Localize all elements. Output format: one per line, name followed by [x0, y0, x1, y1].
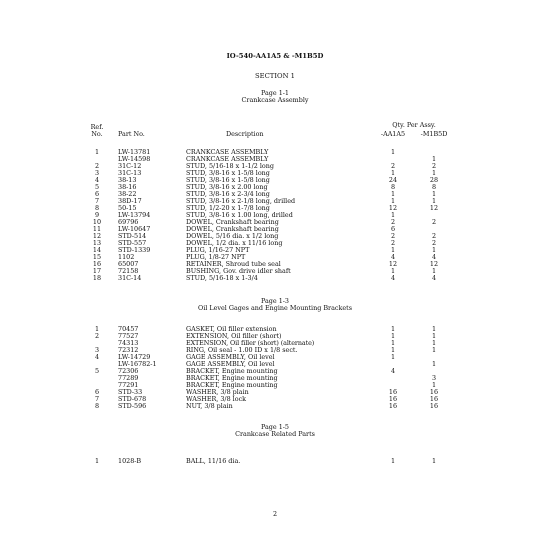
row-ref: 6: [94, 388, 100, 396]
row-qty-aa1a5: 4: [390, 367, 396, 375]
subsection-title: Oil Level Gages and Engine Mounting Brackets: [198, 304, 352, 312]
row-desc: STUD, 3/8-16 x 1-5/8 long: [186, 169, 270, 177]
row-part: 77289: [118, 374, 139, 382]
row-ref: 8: [94, 402, 100, 410]
row-part: STD-678: [118, 395, 147, 403]
row-qty-aa1a5: 1: [390, 246, 396, 254]
row-desc: BRACKET, Engine mounting: [186, 381, 278, 389]
row-qty-aa1a5: 4: [390, 274, 396, 282]
row-qty-m1b5d: 1: [431, 332, 437, 340]
row-part: 1102: [118, 253, 135, 261]
row-ref: 5: [94, 183, 100, 191]
row-qty-aa1a5: 1: [390, 346, 396, 354]
row-qty-aa1a5: 2: [390, 218, 396, 226]
row-desc: BRACKET, Engine mounting: [186, 367, 278, 375]
row-part: 50-15: [118, 204, 137, 212]
row-qty-aa1a5: 1: [390, 332, 396, 340]
row-qty-m1b5d: 1: [431, 457, 437, 465]
row-qty-aa1a5: 1: [390, 457, 396, 465]
row-part: LW-16782-1: [118, 360, 157, 368]
column-header-qty: Qty. Per Assy.: [392, 121, 436, 129]
row-qty-aa1a5: 1: [390, 211, 396, 219]
row-desc: CRANKCASE ASSEMBLY: [186, 155, 269, 163]
row-qty-aa1a5: 16: [388, 402, 398, 410]
row-qty-m1b5d: 1: [431, 381, 437, 389]
column-header-part: Part No.: [118, 130, 145, 138]
column-header-description: Description: [226, 130, 264, 138]
row-desc: STUD, 3/8-16 x 2-3/4 long: [186, 190, 270, 198]
row-qty-aa1a5: 1: [390, 169, 396, 177]
row-part: 31C-12: [118, 162, 142, 170]
subsection-page-ref: Page 1-1: [260, 89, 290, 97]
row-qty-m1b5d: 16: [429, 388, 439, 396]
row-qty-aa1a5: 12: [388, 260, 398, 268]
row-desc: STUD, 3/8-16 x 2-1/8 long, drilled: [186, 197, 296, 205]
row-ref: 2: [94, 332, 100, 340]
row-qty-aa1a5: 16: [388, 388, 398, 396]
row-qty-aa1a5: 12: [388, 204, 398, 212]
row-part: 31C-13: [118, 169, 142, 177]
row-ref: 7: [94, 395, 100, 403]
row-desc: PLUG, 1/16-27 NPT: [186, 246, 250, 254]
row-qty-m1b5d: 12: [429, 260, 439, 268]
row-ref: 2: [94, 162, 100, 170]
row-qty-m1b5d: 2: [431, 239, 437, 247]
row-ref: 3: [94, 346, 100, 354]
row-ref: 6: [94, 190, 100, 198]
row-qty-aa1a5: 24: [388, 176, 398, 184]
row-part: STD-33: [118, 388, 143, 396]
row-qty-m1b5d: 1: [431, 246, 437, 254]
row-qty-m1b5d: 1: [431, 346, 437, 354]
row-ref: 13: [92, 239, 102, 247]
subsection-page-ref: Page 1-5: [260, 423, 290, 431]
row-desc: GASKET, Oil filler extension: [186, 325, 277, 333]
row-ref: 7: [94, 197, 100, 205]
section-heading: SECTION 1: [254, 72, 296, 80]
row-ref: 10: [92, 218, 102, 226]
row-part: 72306: [118, 367, 139, 375]
row-qty-m1b5d: 16: [429, 402, 439, 410]
row-part: 38-22: [118, 190, 137, 198]
row-desc: NUT, 3/8 plain: [186, 402, 233, 410]
row-desc: EXTENSION, Oil filler (short) (alternate): [186, 339, 315, 347]
row-desc: GAGE ASSEMBLY, Oil level: [186, 353, 275, 361]
row-ref: 17: [92, 267, 102, 275]
row-desc: BALL, 11/16 dia.: [186, 457, 241, 465]
row-qty-m1b5d: 1: [431, 169, 437, 177]
row-qty-aa1a5: 1: [390, 197, 396, 205]
row-part: 65007: [118, 260, 139, 268]
row-qty-aa1a5: 1: [390, 353, 396, 361]
row-ref: 15: [92, 253, 102, 261]
row-qty-aa1a5: 1: [390, 148, 396, 156]
row-part: 72312: [118, 346, 139, 354]
row-qty-aa1a5: 1: [390, 339, 396, 347]
row-part: STD-514: [118, 232, 147, 240]
row-qty-m1b5d: 3: [431, 374, 437, 382]
row-ref: 1: [94, 457, 100, 465]
column-header-aa1a5: -AA1A5: [380, 130, 406, 138]
row-ref: 14: [92, 246, 102, 254]
row-ref: 1: [94, 325, 100, 333]
row-qty-m1b5d: 1: [431, 197, 437, 205]
row-part: 38D-17: [118, 197, 142, 205]
column-header-ref: Ref.: [90, 123, 104, 131]
row-qty-aa1a5: 1: [390, 325, 396, 333]
row-desc: GAGE ASSEMBLY, Oil level: [186, 360, 275, 368]
row-ref: 8: [94, 204, 100, 212]
row-part: 74313: [118, 339, 139, 347]
row-qty-aa1a5: 1: [390, 267, 396, 275]
row-qty-m1b5d: 4: [431, 253, 437, 261]
row-part: 70457: [118, 325, 139, 333]
row-qty-aa1a5: 16: [388, 395, 398, 403]
row-part: 1028-B: [118, 457, 142, 465]
row-qty-m1b5d: 28: [429, 176, 439, 184]
row-desc: RETAINER, Shroud tube seal: [186, 260, 281, 268]
row-qty-aa1a5: 2: [390, 232, 396, 240]
row-desc: RING, Oil seal - 1.00 ID x 1/8 sect.: [186, 346, 298, 354]
row-qty-m1b5d: 1: [431, 339, 437, 347]
row-part: LW-13794: [118, 211, 151, 219]
row-qty-aa1a5: 8: [390, 183, 396, 191]
subsection-title: Crankcase Assembly: [241, 96, 309, 104]
page-number: 2: [272, 510, 278, 518]
row-qty-aa1a5: 6: [390, 225, 396, 233]
row-qty-m1b5d: 16: [429, 395, 439, 403]
subsection-page-ref: Page 1-3: [260, 297, 290, 305]
row-part: 31C-14: [118, 274, 142, 282]
row-qty-m1b5d: 1: [431, 155, 437, 163]
row-ref: 4: [94, 353, 100, 361]
row-ref: 3: [94, 169, 100, 177]
row-desc: DOWEL, 5/16 dia. x 1/2 long: [186, 232, 279, 240]
row-qty-m1b5d: 12: [429, 204, 439, 212]
row-qty-m1b5d: 8: [431, 183, 437, 191]
row-qty-m1b5d: 2: [431, 162, 437, 170]
row-ref: 11: [92, 225, 102, 233]
row-ref: 9: [94, 211, 100, 219]
row-desc: STUD, 1/2-20 x 1-7/8 long: [186, 204, 270, 212]
row-qty-aa1a5: 2: [390, 162, 396, 170]
row-qty-m1b5d: 1: [431, 190, 437, 198]
row-qty-aa1a5: 4: [390, 253, 396, 261]
row-part: LW-14598: [118, 155, 151, 163]
row-desc: STUD, 3/8-16 x 1-5/8 long: [186, 176, 270, 184]
row-part: LW-13781: [118, 148, 151, 156]
column-header-m1b5d: -M1B5D: [420, 130, 448, 138]
row-qty-m1b5d: 4: [431, 274, 437, 282]
row-desc: DOWEL, Crankshaft bearing: [186, 218, 279, 226]
row-desc: DOWEL, Crankshaft bearing: [186, 225, 279, 233]
row-ref: 18: [92, 274, 102, 282]
row-part: 69796: [118, 218, 139, 226]
row-desc: BUSHING, Gov. drive idler shaft: [186, 267, 291, 275]
row-desc: STUD, 5/16-18 x 1-1/2 long: [186, 162, 274, 170]
row-qty-aa1a5: 2: [390, 239, 396, 247]
row-desc: CRANKCASE ASSEMBLY: [186, 148, 269, 156]
row-part: STD-1339: [118, 246, 151, 254]
column-header-ref-no: No.: [91, 130, 103, 138]
row-desc: BRACKET, Engine mounting: [186, 374, 278, 382]
row-desc: PLUG, 1/8-27 NPT: [186, 253, 246, 261]
row-desc: DOWEL, 1/2 dia. x 11/16 long: [186, 239, 283, 247]
row-ref: 1: [94, 148, 100, 156]
row-qty-aa1a5: 1: [390, 190, 396, 198]
row-part: 77527: [118, 332, 139, 340]
row-part: 77291: [118, 381, 139, 389]
row-part: 72158: [118, 267, 139, 275]
row-qty-m1b5d: 2: [431, 218, 437, 226]
row-ref: 12: [92, 232, 102, 240]
row-part: 38-16: [118, 183, 137, 191]
row-desc: WASHER, 3/8 lock: [186, 395, 247, 403]
row-part: STD-557: [118, 239, 147, 247]
row-part: LW-14729: [118, 353, 151, 361]
document-title: IO-540-AA1A5 & -M1B5D: [226, 52, 324, 60]
row-part: STD-596: [118, 402, 147, 410]
row-desc: WASHER, 3/8 plain: [186, 388, 249, 396]
row-ref: 5: [94, 367, 100, 375]
row-part: 38-13: [118, 176, 137, 184]
row-desc: STUD, 3/8-16 x 1.00 long, drilled: [186, 211, 293, 219]
row-desc: EXTENSION, Oil filler (short): [186, 332, 282, 340]
subsection-title: Crankcase Related Parts: [235, 430, 315, 438]
row-qty-m1b5d: 2: [431, 232, 437, 240]
row-part: LW-10647: [118, 225, 151, 233]
row-desc: STUD, 5/16-18 x 1-3/4: [186, 274, 258, 282]
row-qty-m1b5d: 1: [431, 360, 437, 368]
row-qty-m1b5d: 1: [431, 267, 437, 275]
row-ref: 4: [94, 176, 100, 184]
row-desc: STUD, 3/8-16 x 2.00 long: [186, 183, 268, 191]
row-qty-m1b5d: 1: [431, 325, 437, 333]
row-ref: 16: [92, 260, 102, 268]
